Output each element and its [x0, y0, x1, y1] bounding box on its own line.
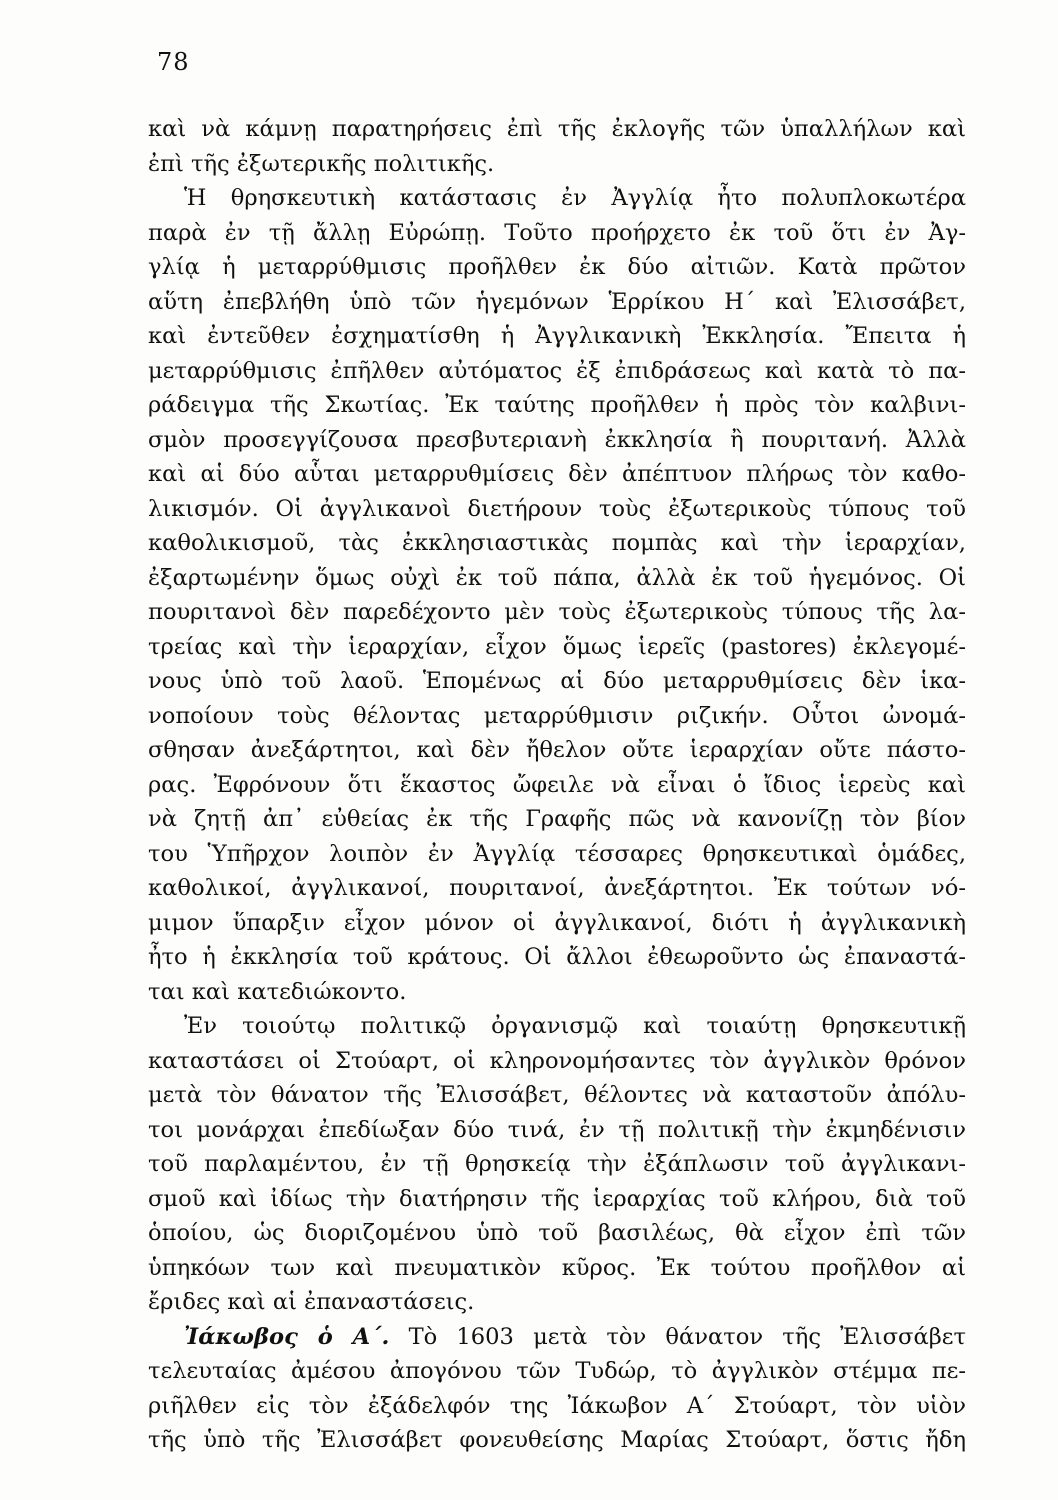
text-line: μετὰ τὸν θάνατον τῆς Ἐλισσάβετ, θέλοντες νὰ καταστοῦν ἀπόλυ-	[148, 1082, 966, 1108]
text-line: του Ὑπῆρχον λοιπὸν ἐν Ἀγγλίᾳ τέσσαρες θρησκευτικαὶ ὁμάδες,	[148, 840, 966, 867]
text-line: ἦτο ἡ ἐκκλησία τοῦ κράτους. Οἱ ἄλλοι ἐθεωροῦντο ὡς ἐπαναστά-	[148, 944, 966, 970]
paragraph-first-line: Ἐν τοιούτῳ πολιτικῷ ὀργανισμῷ καὶ τοιαύτῃ θρησκευτικῇ	[184, 1013, 966, 1039]
text-line: τῆς ὑπὸ τῆς Ἐλισσάβετ φονευθείσης Μαρίας Στούαρτ, ὅστις ἤδη	[148, 1427, 966, 1453]
text-line: σμὸν προσεγγίζουσα πρεσβυτεριανὴ ἐκκλησία ἢ πουριτανή. Ἀλλὰ	[148, 426, 966, 453]
text-line: τελευταίας ἀμέσου ἀπογόνου τῶν Τυδώρ, τὸ ἀγγλικὸν στέμμα πε-	[148, 1358, 966, 1384]
text-line: αὕτη ἐπεβλήθη ὑπὸ τῶν ἡγεμόνων Ἑρρίκου Η΄ καὶ Ἐλισσάβετ,	[148, 288, 966, 315]
text-line: παρὰ ἐν τῇ ἄλλῃ Εὐρώπῃ. Τοῦτο προήρχετο ἐκ τοῦ ὅτι ἐν Ἀγ-	[148, 219, 966, 246]
text-line: ἐπὶ τῆς ἐξωτερικῆς πολιτικῆς.	[148, 150, 495, 177]
text-line: μιμον ὕπαρξιν εἶχον μόνον οἱ ἀγγλικανοί, διότι ἡ ἀγγλικανικὴ	[148, 909, 966, 936]
text-line: σμοῦ καὶ ἰδίως τὴν διατήρησιν τῆς ἱεραρχίας τοῦ κλήρου, διὰ τοῦ	[148, 1185, 966, 1212]
text-line: πουριτανοὶ δὲν παρεδέχοντο μὲν τοὺς ἐξωτερικοὺς τύπους τῆς λα-	[148, 599, 966, 625]
body-text	[148, 112, 966, 1458]
text-line: γλίᾳ ἡ μεταρρύθμισις προῆλθεν ἐκ δύο αἰτιῶν. Κατὰ πρῶτον	[148, 254, 966, 280]
text-line: νοποίουν τοὺς θέλοντας μεταρρύθμισιν ριζικήν. Οὗτοι ὠνομά-	[148, 702, 966, 729]
text-line: τρείας καὶ τὴν ἱεραρχίαν, εἶχον ὅμως ἱερεῖς (pastores) ἐκλεγομέ-	[148, 633, 966, 660]
text-line: ριῆλθεν εἰς τὸν ἐξάδελφόν της Ἰάκωβον Α΄ Στούαρτ, τὸν υἱὸν	[148, 1392, 966, 1419]
text-line: νὰ ζητῇ ἀπ᾿ εὐθείας ἐκ τῆς Γραφῆς πῶς νὰ κανονίζῃ τὸν βίον	[148, 806, 966, 832]
text-line: καὶ αἱ δύο αὗται μεταρρυθμίσεις δὲν ἀπέπτυον πλήρως τὸν καθο-	[148, 461, 966, 487]
text-line: ὁποίου, ὡς διοριζομένου ὑπὸ τοῦ βασιλέως, θὰ εἶχον ἐπὶ τῶν	[148, 1220, 966, 1246]
text-line: ἐξαρτωμένην ὅμως οὐχὶ ἐκ τοῦ πάπα, ἀλλὰ ἐκ τοῦ ἡγεμόνος. Οἱ	[148, 564, 966, 591]
text-line: νους ὑπὸ τοῦ λαοῦ. Ἑπομένως αἱ δύο μεταρρυθμίσεις δὲν ἱκα-	[148, 668, 966, 694]
text-line: καθολικοί, ἀγγλικανοί, πουριτανοί, ἀνεξάρτητοι. Ἐκ τούτων νό-	[148, 875, 966, 901]
paragraph-first-line: Ἡ θρησκευτικὴ κατάστασις ἐν Ἀγγλίᾳ ἦτο πολυπλοκωτέρα	[184, 185, 966, 211]
text-line: καθολικισμοῦ, τὰς ἐκκλησιαστικὰς πομπὰς καὶ τὴν ἱεραρχίαν,	[148, 530, 966, 556]
text-line: ρας. Ἐφρόνουν ὅτι ἕκαστος ὤφειλε νὰ εἶναι ὁ ἴδιος ἱερεὺς καὶ	[148, 771, 966, 798]
text-line: καταστάσει οἱ Στούαρτ, οἱ κληρονομήσαντες τὸν ἀγγλικὸν θρόνον	[148, 1047, 966, 1074]
text-line: τοι μονάρχαι ἐπεδίωξαν δύο τινά, ἐν τῇ πολιτικῇ τὴν ἐκμηδένισιν	[148, 1116, 966, 1143]
text-line: σθησαν ἀνεξάρτητοι, καὶ δὲν ἤθελον οὔτε ἱεραρχίαν οὔτε πάστο-	[148, 737, 966, 763]
section-heading: Ἰάκωβος ὁ Α΄.	[184, 1323, 390, 1350]
text-line: καὶ νὰ κάμνῃ παρατηρήσεις ἐπὶ τῆς ἐκλογῆς τῶν ὑπαλλήλων καὶ	[148, 116, 966, 142]
text-line: ται καὶ κατεδιώκοντο.	[148, 978, 407, 1005]
text-line: τοῦ παρλαμέντου, ἐν τῇ θρησκείᾳ τὴν ἐξάπλωσιν τοῦ ἀγγλικανι-	[148, 1151, 966, 1177]
text-line-content: Τὸ 1603 μετὰ τὸν θάνατον τῆς Ἐλισσάβετ	[408, 1323, 966, 1350]
text-line: καὶ ἐντεῦθεν ἐσχηματίσθη ἡ Ἀγγλικανικὴ Ἐκκλησία. Ἔπειτα ἡ	[148, 323, 966, 349]
text-line: ὑπηκόων των καὶ πνευματικὸν κῦρος. Ἐκ τούτου προῆλθον αἱ	[148, 1254, 966, 1281]
paragraph-first-line	[148, 1320, 966, 1355]
text-line: λικισμόν. Οἱ ἀγγλικανοὶ διετήρουν τοὺς ἐξωτερικοὺς τύπους τοῦ	[148, 495, 966, 522]
text-line: ράδειγμα τῆς Σκωτίας. Ἐκ ταύτης προῆλθεν ἡ πρὸς τὸν καλβινι-	[148, 392, 966, 418]
text-line: ἔριδες καὶ αἱ ἐπαναστάσεις.	[148, 1289, 475, 1315]
page-number: 78	[157, 48, 190, 76]
text-line: μεταρρύθμισις ἐπῆλθεν αὐτόματος ἐξ ἐπιδράσεως καὶ κατὰ τὸ πα-	[148, 357, 966, 384]
